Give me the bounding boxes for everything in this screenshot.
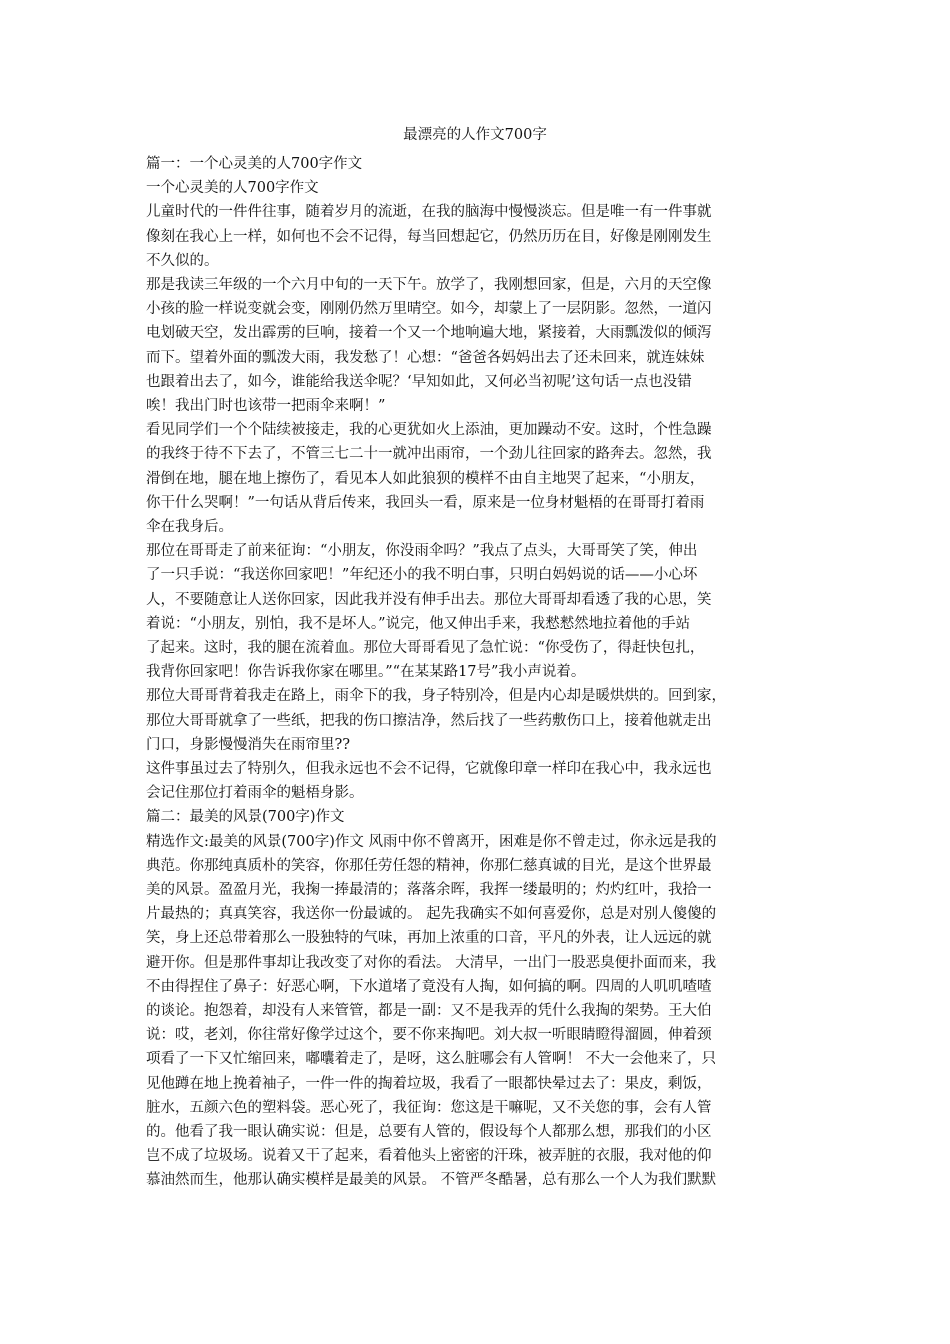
text-line: 看见同学们一个个陆续被接走，我的心更犹如火上添油，更加躁动不安。这时，个性急躁: [146, 422, 712, 439]
text-line: 人，不要随意让人送你回家，因此我并没有伸手出去。那位大哥哥却看透了我的心思，笑: [146, 591, 712, 608]
text-line: 那位在哥哥走了前来征询：“小朋友，你没雨伞吗？”我点了点头，大哥哥笑了笑，伸出: [146, 543, 698, 560]
text-line: 美的风景。盈盈月光，我掬一捧最清的；落落余晖，我挥一缕最明的；灼灼红叶，我拾一: [146, 882, 712, 898]
text-line: 篇二：最美的风景(700字)作文: [146, 809, 345, 826]
text-line: 唉！我出门时也该带一把雨伞来啊！”: [146, 398, 386, 414]
text-line: 电划破天空，发出霹雳的巨响，接着一个又一个地响遍大地，紧接着，大雨瓢泼似的倾泻: [146, 325, 712, 342]
text-line: 典范。你那纯真质朴的笑容，你那任劳任怨的精神，你那仁慈真诚的目光，是这个世界最: [146, 857, 712, 874]
text-line: 见他蹲在地上挽着袖子，一件一件的掏着垃圾，我看了一眼都快晕过去了：果皮，剩饭，: [146, 1075, 712, 1092]
text-line: 我背你回家吧！你告诉我你家在哪里。”“在某某路17号”我小声说着。: [146, 664, 586, 681]
text-line: 脏水，五颜六色的塑料袋。恶心死了，我征询：您这是干嘛呢，又不关您的事，会有人管: [146, 1099, 712, 1116]
text-line: 片最热的；真真笑容，我送你一份最诚的。 起先我确实不如何喜爱你，总是对别人傻傻的: [146, 906, 717, 923]
text-line: 了起来。这时，我的腿在流着血。那位大哥哥看见了急忙说：“你受伤了，得赶快包扎，: [146, 640, 705, 656]
text-line: 慕油然而生，他那认确实模样是最美的风景。 不管严冬酷暑，总有那么一个人为我们默默: [146, 1172, 717, 1189]
text-line: 岂不成了垃圾场。说着又干了起来，看着他头上密密的汗珠，被弄脏的衣服，我对他的仰: [146, 1148, 712, 1165]
text-line: 一个心灵美的人700字作文: [146, 180, 319, 197]
text-line: 小孩的脸一样说变就会变，刚刚仍然万里晴空。如今，却蒙上了一层阴影。忽然，一道闪: [146, 301, 712, 318]
text-line: 那位大哥哥就拿了一些纸，把我的伤口擦洁净，然后找了一些药敷伤口上，接着他就走出: [146, 712, 712, 729]
text-line: 也跟着出去了，如今，谁能给我送伞呢？‘早知如此，又何必当初呢’这句话一点也没错: [146, 373, 692, 390]
text-line: 那是我读三年级的一个六月中旬的一天下午。放学了，我刚想回家，但是，六月的天空像: [146, 277, 712, 293]
text-line: 笑，身上还总带着那么一股独特的气味，再加上浓重的口音，平凡的外表，让人远远的就: [146, 930, 712, 947]
text-line: 的。他看了我一眼认确实说：但是，总要有人管的，假设每个人都那么想，那我们的小区: [146, 1124, 712, 1140]
text-line: 这件事虽过去了特别久，但我永远也不会不记得，它就像印章一样印在我心中，我永远也: [146, 761, 712, 777]
text-line: 着说：“小朋友，别怕，我不是坏人。”说完，他又伸出手来，我慭慭然地拉着他的手站: [146, 615, 691, 632]
text-line: 不久似的。: [146, 252, 219, 269]
text-line: 门口，身影慢慢消失在雨帘里??: [146, 736, 351, 753]
text-line: 了一只手说：“我送你回家吧！”年纪还小的我不明白事，只明白妈妈说的话——小心坏: [146, 567, 698, 584]
document-title: 最漂亮的人作文700字: [403, 127, 547, 143]
text-line: 伞在我身后。: [146, 519, 233, 535]
text-line: 项看了一下又忙缩回来，嘟囔着走了，是呀，这么脏哪会有人管啊！ 不大一会他来了，只: [146, 1051, 717, 1068]
text-line: 的谈论。抱怨着，却没有人来管管，都是一副：又不是我弄的凭什么我掏的架势。王大伯: [146, 1003, 712, 1019]
text-line: 儿童时代的一件件往事，随着岁月的流逝，在我的脑海中慢慢淡忘。但是唯一有一件事就: [146, 204, 712, 221]
text-line: 说：哎，老刘，你往常好像学过这个，要不你来掏吧。刘大叔一听眼睛瞪得溜圆，伸着颈: [146, 1027, 712, 1044]
text-line: 像刻在我心上一样，如何也不会不记得，每当回想起它，仍然历历在目，好像是刚刚发生: [146, 228, 712, 245]
text-line: 的我终于待不下去了，不管三七二十一就冲出雨帘，一个劲儿往回家的路奔去。忽然，我: [146, 446, 712, 463]
text-line: 而下。望着外面的瓢泼大雨，我发愁了！心想：“爸爸各妈妈出去了还未回来，就连妹妹: [146, 349, 705, 366]
text-line: 会记住那位打着雨伞的魁梧身影。: [146, 785, 364, 802]
text-line: 篇一：一个心灵美的人700字作文: [146, 156, 363, 172]
text-line: 精选作文:最美的风景(700字)作文 风雨中你不曾离开，困难是你不曾走过，你永远是我的: [146, 833, 717, 850]
text-line: 避开你。但是那件事却让我改变了对你的看法。 大清早，一出门一股恶臭便扑面而来，我: [146, 954, 717, 971]
text-line: 你干什么哭啊！”一句话从背后传来，我回头一看，原来是一位身材魁梧的在哥哥打着雨: [146, 494, 705, 511]
text-line: 不由得捏住了鼻子：好恶心啊，下水道堵了竟没有人掏，如何搞的啊。四周的人叽叽喳喳: [146, 978, 712, 995]
text-line: 滑倒在地，腿在地上擦伤了，看见本人如此狼狈的模样不由自主地哭了起来，“小朋友，: [146, 470, 705, 487]
text-line: 那位大哥哥背着我走在路上，雨伞下的我，身子特别冷，但是内心却是暖烘烘的。回到家，: [146, 688, 726, 705]
